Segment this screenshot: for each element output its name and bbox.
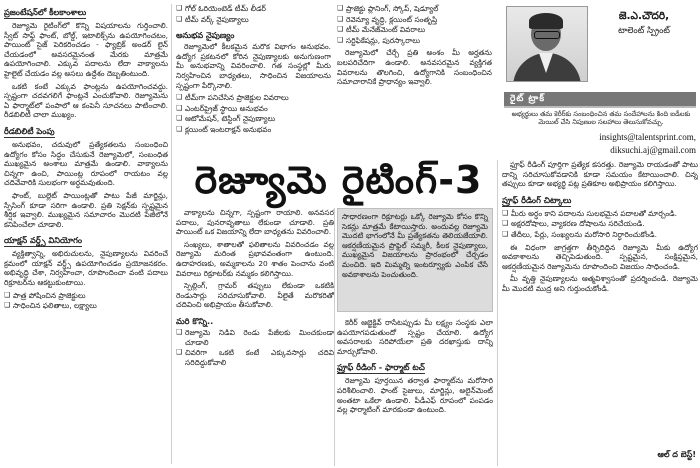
list-item: ❑ ఎంటర్‌ప్రైజ్ స్థాయి అనుభవం: [176, 104, 331, 114]
list-item: ❑ సాధించిన ఫలితాలు, లక్ష్యాలు: [4, 301, 168, 311]
closing-line: ఆల్ ద బెస్ట్!: [657, 450, 696, 459]
list-item: ❑ ప్రాజెక్టు ప్లానింగ్, స్కోప్, షెడ్యూల్: [337, 4, 492, 14]
author-intro: అభ్యర్థులు తమ కెరీర్‌కు సంబంధించిన తమ సందేహాలను కింది ఐడీలకు మెయిల్ చేసి నిపుణుల సలహాలు తెలుసుకోవచ్చు.: [511, 110, 691, 126]
column-divider: [171, 4, 172, 464]
glasses-icon: [534, 31, 560, 39]
bullet-list: [4, 291, 168, 311]
list-item: ❑ సర్టిఫికేషన్లు, పురస్కారాలు: [337, 36, 492, 46]
author-title: టాలెంట్ స్ప్రింట్: [618, 26, 670, 36]
paragraph: వాక్యాలను చిన్నగా, స్పష్టంగా రాయాలి. అనవసర పదాలు, పునరావృతాలు లేకుండా చూడాలి. ప్రతి పాయింట్ ఒక విజయాన్ని లేదా బాధ్యతను వివరించాలి.: [176, 208, 334, 237]
list-item: ❑ పాత్ర పోషించిన ప్రాజెక్టులు: [4, 291, 168, 301]
section-heading: మరి కొన్ని..: [176, 315, 214, 326]
author-name: జె.ఎ.చౌదరి,: [618, 10, 670, 22]
list-item: ❑ చివరిగా ఒకటి కంటే ఎక్కువసార్లు చదివి సరిదిద్దుకోవాలి: [176, 348, 334, 367]
paragraph: సంఖ్యలు, శాతాలతో ఫలితాలను వివరించడం వల్ల రెజ్యూమె మరింత ప్రభావవంతంగా ఉంటుంది. ఉదాహరణకు, అమ్మకాలను 20 శాతం పెంచాను వంటి వివరాలు రిక్రూటర్‌కు నమ్మకం కలిగిస్తాయి.: [176, 239, 334, 278]
section-heading: ఫ్రూఫ్ రీడింగ్ - ఫార్మాట్ టచ్: [337, 362, 425, 373]
brand-shadow: [504, 106, 696, 108]
paragraph: స్పెల్లింగ్, గ్రామర్ తప్పులు లేకుండా ఒకటికి రెండుసార్లు సరిచూసుకోవాలి. వీలైతే మరొకరితో చదివించి అభిప్రాయం తీసుకోవాలి.: [176, 281, 334, 310]
column-3-upper: [337, 4, 492, 154]
page-title: రెజ్యూమె రైటింగ్-3: [194, 158, 483, 202]
paragraph: ఒకటి కంటే ఎక్కువ ఫాంట్లను ఉపయోగించవద్దు. స్పష్టంగా చదవగలిగే ఫాంట్ల‌నే ఎంచుకోవాలి. రెజ్యూమెను ఏ ఫార్మాట్‌లో పంపాలో ఆ కంపెనీ సూచనలు పాటించాలి. రీడబిలిటీ చాలా ముఖ్యం.: [4, 81, 168, 120]
column-2: [176, 208, 334, 466]
section-heading: రీడబిలిటీ పెంపు: [4, 125, 55, 136]
column-divider: [497, 160, 498, 466]
author-photo: [506, 6, 588, 82]
highlight-box: సాధారణంగా రిక్రూటర్లు ఒక్కో రెజ్యూమె కోసం కొన్ని సెకన్లు మాత్రమే కేటాయిస్తారు. అందువల్ల రెజ్యూమె మొదటి భాగంలోనే మీ ప్రత్యేకతను తెలియజేయాలి. ఆకర్షణీయమైన ప్రొఫైల్ సమ్మరీ, కీలక నైపుణ్యాలు, ముఖ్యమైన విజయాలను ప్రారంభంలో చేర్చడం మంచిది. ఇది మిమ్మల్ని ఇంటర్వ్యూకు ఎంపిక చేసే అవకాశాలను పెంచుతుంది.: [337, 208, 493, 312]
paragraph: రెజ్యూమెలో చేర్చే ప్రతి అంశం మీ అర్హతను బలపరిచేదిగా ఉండాలి. అనవసరమైన వ్యక్తిగత వివరాలను తొలగించి, ఉద్యోగానికి సంబంధించిన సమాచారానికే ప్రాధాన్యం ఇవ్వాలి.: [337, 48, 492, 87]
paragraph: రెజ్యూమెలో కీలకమైన మరొక విభాగం అనుభవం. ఉద్యోగ ప్రకటనలో కోరిన నైపుణ్యాలకు అనుగుణంగా మీ అనుభవాన్ని వివరించాలి. గత సంస్థల్లో మీరు నిర్వహించిన బాధ్యతలు, సాధించిన విజయాలను స్పష్టంగా పేర్కొనాలి.: [176, 42, 331, 90]
paragraph: ఫాంట్, బుల్లెట్ పాయింట్లతో పాటు పేజీ మార్జిన్లు, స్పేసింగ్ కూడా సరిగా ఉండాలి. ప్రతి సెక్షన్‌కు స్పష్టమైన శీర్షిక ఇవ్వాలి. ముఖ్యమైన సమాచారం మొదటి పేజీలోనే కనిపించేలా చూడాలి.: [4, 190, 168, 229]
list-item: ❑ టీమ్ వర్క్ నైపుణ్యాలు: [176, 15, 331, 25]
column-divider: [334, 208, 335, 466]
list-item: ❑ రెజ్యూమె నిడివి రెండు పేజీలకు మించకుండా చూడాలి: [176, 328, 334, 347]
email-link-2[interactable]: diksuchi.aj@gmail.com: [610, 145, 696, 155]
list-item: ❑ రెవెన్యూ వృద్ధి, క్లయింట్ సంతృప్తి: [337, 15, 492, 25]
author-box: [502, 2, 698, 158]
column-3-lower: [337, 318, 493, 466]
list-item: ❑ మీరు అర్థం కాని పదాలను సులభమైన పదాలతో మార్చండి.: [502, 209, 698, 219]
paragraph: రెజ్యూమె రైటింగ్‌లో కొన్ని విషయాలను గుర్తించాలి. స్వీట్ సాఫ్ట్ ఫాంట్, బోల్డ్, ఇటాలిక్స్‌ను ఉపయోగించటం, పాయింట్ సైజ్ పెరికరించడం - ఫ్యాబ్రిక్ అండర్ లైన్ చేయడంలో అవసరమైనంత మేరకు మాత్రమే ఉపయోగించాలి. ఎక్కువ పదాలను లేదా వాక్యాలను హైలైట్ చేయడం వల్ల అసలు ఉద్దేశం దెబ్బతింటుంది.: [4, 21, 168, 78]
section-heading: యాక్షన్ వర్డ్స్ వినియోగం: [4, 235, 83, 246]
list-item: ❑ టీమ్‌గా పనిచేసిన ప్రాజెక్టుల వివరాలు: [176, 93, 331, 103]
bullet-list: [176, 328, 334, 367]
bullet-list: [176, 4, 331, 24]
list-item: ❑ అక్షరదోషాలు, వ్యాకరణ దోషాలను సరిచేయండి.: [502, 219, 698, 229]
paragraph: రెజ్యూమె పూర్తయిన తర్వాత ఫార్మాట్‌ను మరోసారి పరిశీలించాలి. ఫాంట్ సైజులు, మార్జిన్లు, అలైన్‌మెంట్ అంతటా ఒకేలా ఉండాలి. పీడీఎఫ్ రూపంలో పంపడం వల్ల ఫార్మాటింగ్ మారకుండా ఉంటుంది.: [337, 376, 493, 415]
column-brand: రైట్ ట్రాక్: [504, 92, 696, 106]
list-item: ❑ తేదీలు, పేర్లు, సంఖ్యలను మరోసారి నిర్ధారించుకోండి.: [502, 230, 698, 240]
paragraph: ఫ్రూఫ్ రీడింగ్ పూర్తిగా ప్రత్యేక కసరత్తు. రెజ్యూమె రాయడంతో పాటు దాన్ని సరిచూసుకోవడానికి కూడా సమయం కేటాయించాలి. చిన్న తప్పులు కూడా అభ్యర్థి పట్ల ప్రతికూల అభిప్రాయం కలిగిస్తాయి.: [502, 160, 698, 189]
section-heading: ప్రూఫ్ రీడింగ్ చిట్కాలు: [502, 194, 572, 205]
paragraph: వ్యక్తిత్వాన్ని, అభిరుచులను, నైపుణ్యాలను వివరించే క్రమంలో యాక్షన్ వర్డ్స్ ఉపయోగించడం ప్రయోజనకరం. అభివృద్ధి చేశా, నిర్వహించా, రూపొందించా వంటి పదాలు రిక్రూటర్‌ను ఆకట్టుకుంటాయి.: [4, 249, 168, 288]
bullet-list: [502, 209, 698, 240]
paragraph: అనుభవం, చదువులో ప్రత్యేకతలను సంబంధించి ఉద్యోగం కోసం సిద్ధం చేసుకునే రెజ్యూమెలో, సంబంధిత ముఖ్యమైన అంశాలు మాత్రమే ఉండాలి. వాక్యాలను చిన్నగా ఉంచి, పాయింట్ల రూపంలో రాయటం వల్ల చదివేవారికి సులభంగా అర్థమవుతుంది.: [4, 139, 168, 188]
bullet-list: [176, 93, 331, 134]
column-1: [4, 4, 168, 466]
email-link[interactable]: insights@talentsprint.com,: [599, 132, 696, 142]
list-item: ❑ ఆటోమేషన్, టెస్టింగ్ నైపుణ్యాలు: [176, 114, 331, 124]
paragraph: కెరీర్ ఆబ్జెక్టివ్ రాసేటప్పుడు మీ లక్ష్యం సంస్థకు ఎలా ఉపయోగపడుతుందో స్పష్టం చేయాలి. ఉద్యోగ అవసరాలకు సరిపోయేలా ప్రతి దరఖాస్తుకు దాన్ని మార్చుకోవాలి.: [337, 318, 493, 356]
bullet-list: [337, 4, 492, 45]
list-item: ❑ గోల్ ఓరియెంటెడ్ టీమ్ లీడర్: [176, 4, 331, 14]
column-2-upper: [176, 4, 331, 154]
photo-hair: [529, 13, 563, 29]
section-heading: అనుభవ నైపుణ్యం: [176, 30, 235, 41]
paragraph: ఈ విధంగా జాగ్రత్తగా తీర్చిదిద్దిన రెజ్యూమె మీకు ఉద్యోగ అవకాశాలను తెచ్చిపెడుతుంది. స్పష్టమైన, సంక్షిప్తమైన, ఆకర్షణీయమైన రెజ్యూమెను రూపొందించి విజయం సాధించండి.: [502, 242, 698, 271]
paragraph: మీ వృత్తి నైపుణ్యాలను ఆత్మవిశ్వాసంతో ప్రదర్శించండి. రెజ్యూమె మీ మొదటి ముద్ర అని గుర్తుంచుకోండి.: [502, 274, 698, 293]
list-item: ❑ క్లయింట్ ఇంటరాక్షన్ అనుభవం: [176, 125, 331, 135]
section-heading: ప్రజంటేషన్‌లో కీలకాంశాలు: [4, 7, 87, 17]
list-item: ❑ టీమ్ మేనేజ్‌మెంట్ వివరాలు: [337, 25, 492, 35]
column-4: [502, 160, 698, 460]
